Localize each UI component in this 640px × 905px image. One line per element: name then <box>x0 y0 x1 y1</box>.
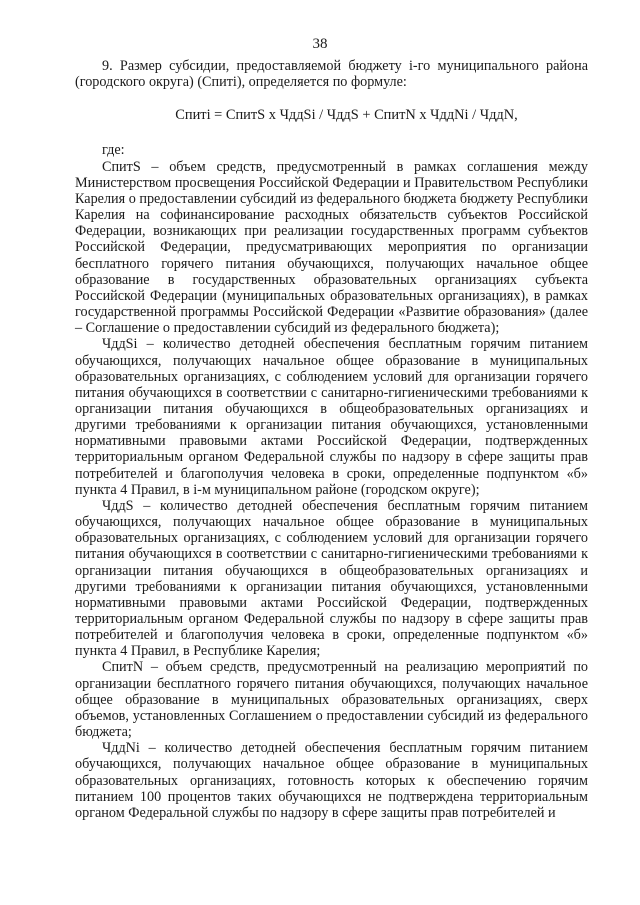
subsidy-formula: Спитi = СпитS x ЧддSi / ЧддS + СпитN x ЧддNi / ЧддN, <box>175 107 518 124</box>
definition-spit-n: СпитN – объем средств, предусмотренный на реализацию мероприятий по организации бесплатного горячего питания обучающихся, получающих начальное общее образование в муниципальных образовательных организациях, сверх объемов, установленных Соглашением о предоставлении субсидий из федерального бюджета; <box>75 659 588 741</box>
definition-chdd-ni: ЧддNi – количество детодней обеспечения бесплатным горячим питанием обучающихся, получающих начальное общее образование в муниципальных образовательных организациях, готовность которых к обеспечению горячим питанием 100 процентов таких обучающихся не подтверждена территориальным органом Федеральной службы по надзору в сфере защиты прав потребителей и <box>75 740 588 821</box>
definition-chdd-si: ЧддSi – количество детодней обеспечения бесплатным горячим питанием обучающихся, получающих начальное общее образование в муниципальных образовательных организациях, с соблюдением условий для организации горячего питания обучающихся в соответствии с санитарно-гигиеническими требованиями к организации питания обучающихся в общеобразовательных организациях и другими требованиями к организации питания обучающихся, установленными нормативными правовыми актами Российской Федерации, подтвержденных территориальным органом Федеральной службы по надзору в сфере защиты прав потребителей и благополучия человека в сроки, определенные подпунктом «б» пункта 4 Правил, в i-м муниципальном районе (городском округе); <box>75 336 588 498</box>
definition-spit-s: СпитS – объем средств, предусмотренный в рамках соглашения между Министерством просвещения Российской Федерации и Правительством Республики Карелия о предоставлении субсидий из федерального бюджета бюджету Республики Карелия на софинансирование расходных обязательств субъектов Российской Федерации, возникающих при реализации государственных программ субъектов Российской Федерации, предусматривающих мероприятия по организации бесплатного горячего питания обучающихся, получающих начальное общее образование в государственных образовательных организациях субъекта Российской Федерации (муниципальных образовательных организациях), в рамках государственной программы Российской Федерации «Развитие образования» (далее – Соглашение о предоставлении субсидий из федерального бюджета); <box>75 158 588 337</box>
document-body <box>75 58 588 821</box>
page-number: 38 <box>312 36 328 52</box>
where-label: где: <box>102 142 125 159</box>
paragraph-item-9: 9. Размер субсидии, предоставляемой бюджету i-го муниципального района (городского округа) (Спитi), определяется по формуле: <box>75 58 588 91</box>
definition-chdd-s: ЧддS – количество детодней обеспечения бесплатным горячим питанием обучающихся, получающих начальное общее образование в муниципальных образовательных организациях, с соблюдением условий для организации горячего питания обучающихся в соответствии с санитарно-гигиеническими требованиями к организации питания обучающихся в общеобразовательных организациях и другими требованиями к организации питания обучающихся, установленными нормативными правовыми актами Российской Федерации, подтвержденных территориальным органом Федеральной службы по надзору в сфере защиты прав потребителей и благополучия человека в сроки, определенные подпунктом «б» пункта 4 Правил, в Республике Карелия; <box>75 497 588 660</box>
